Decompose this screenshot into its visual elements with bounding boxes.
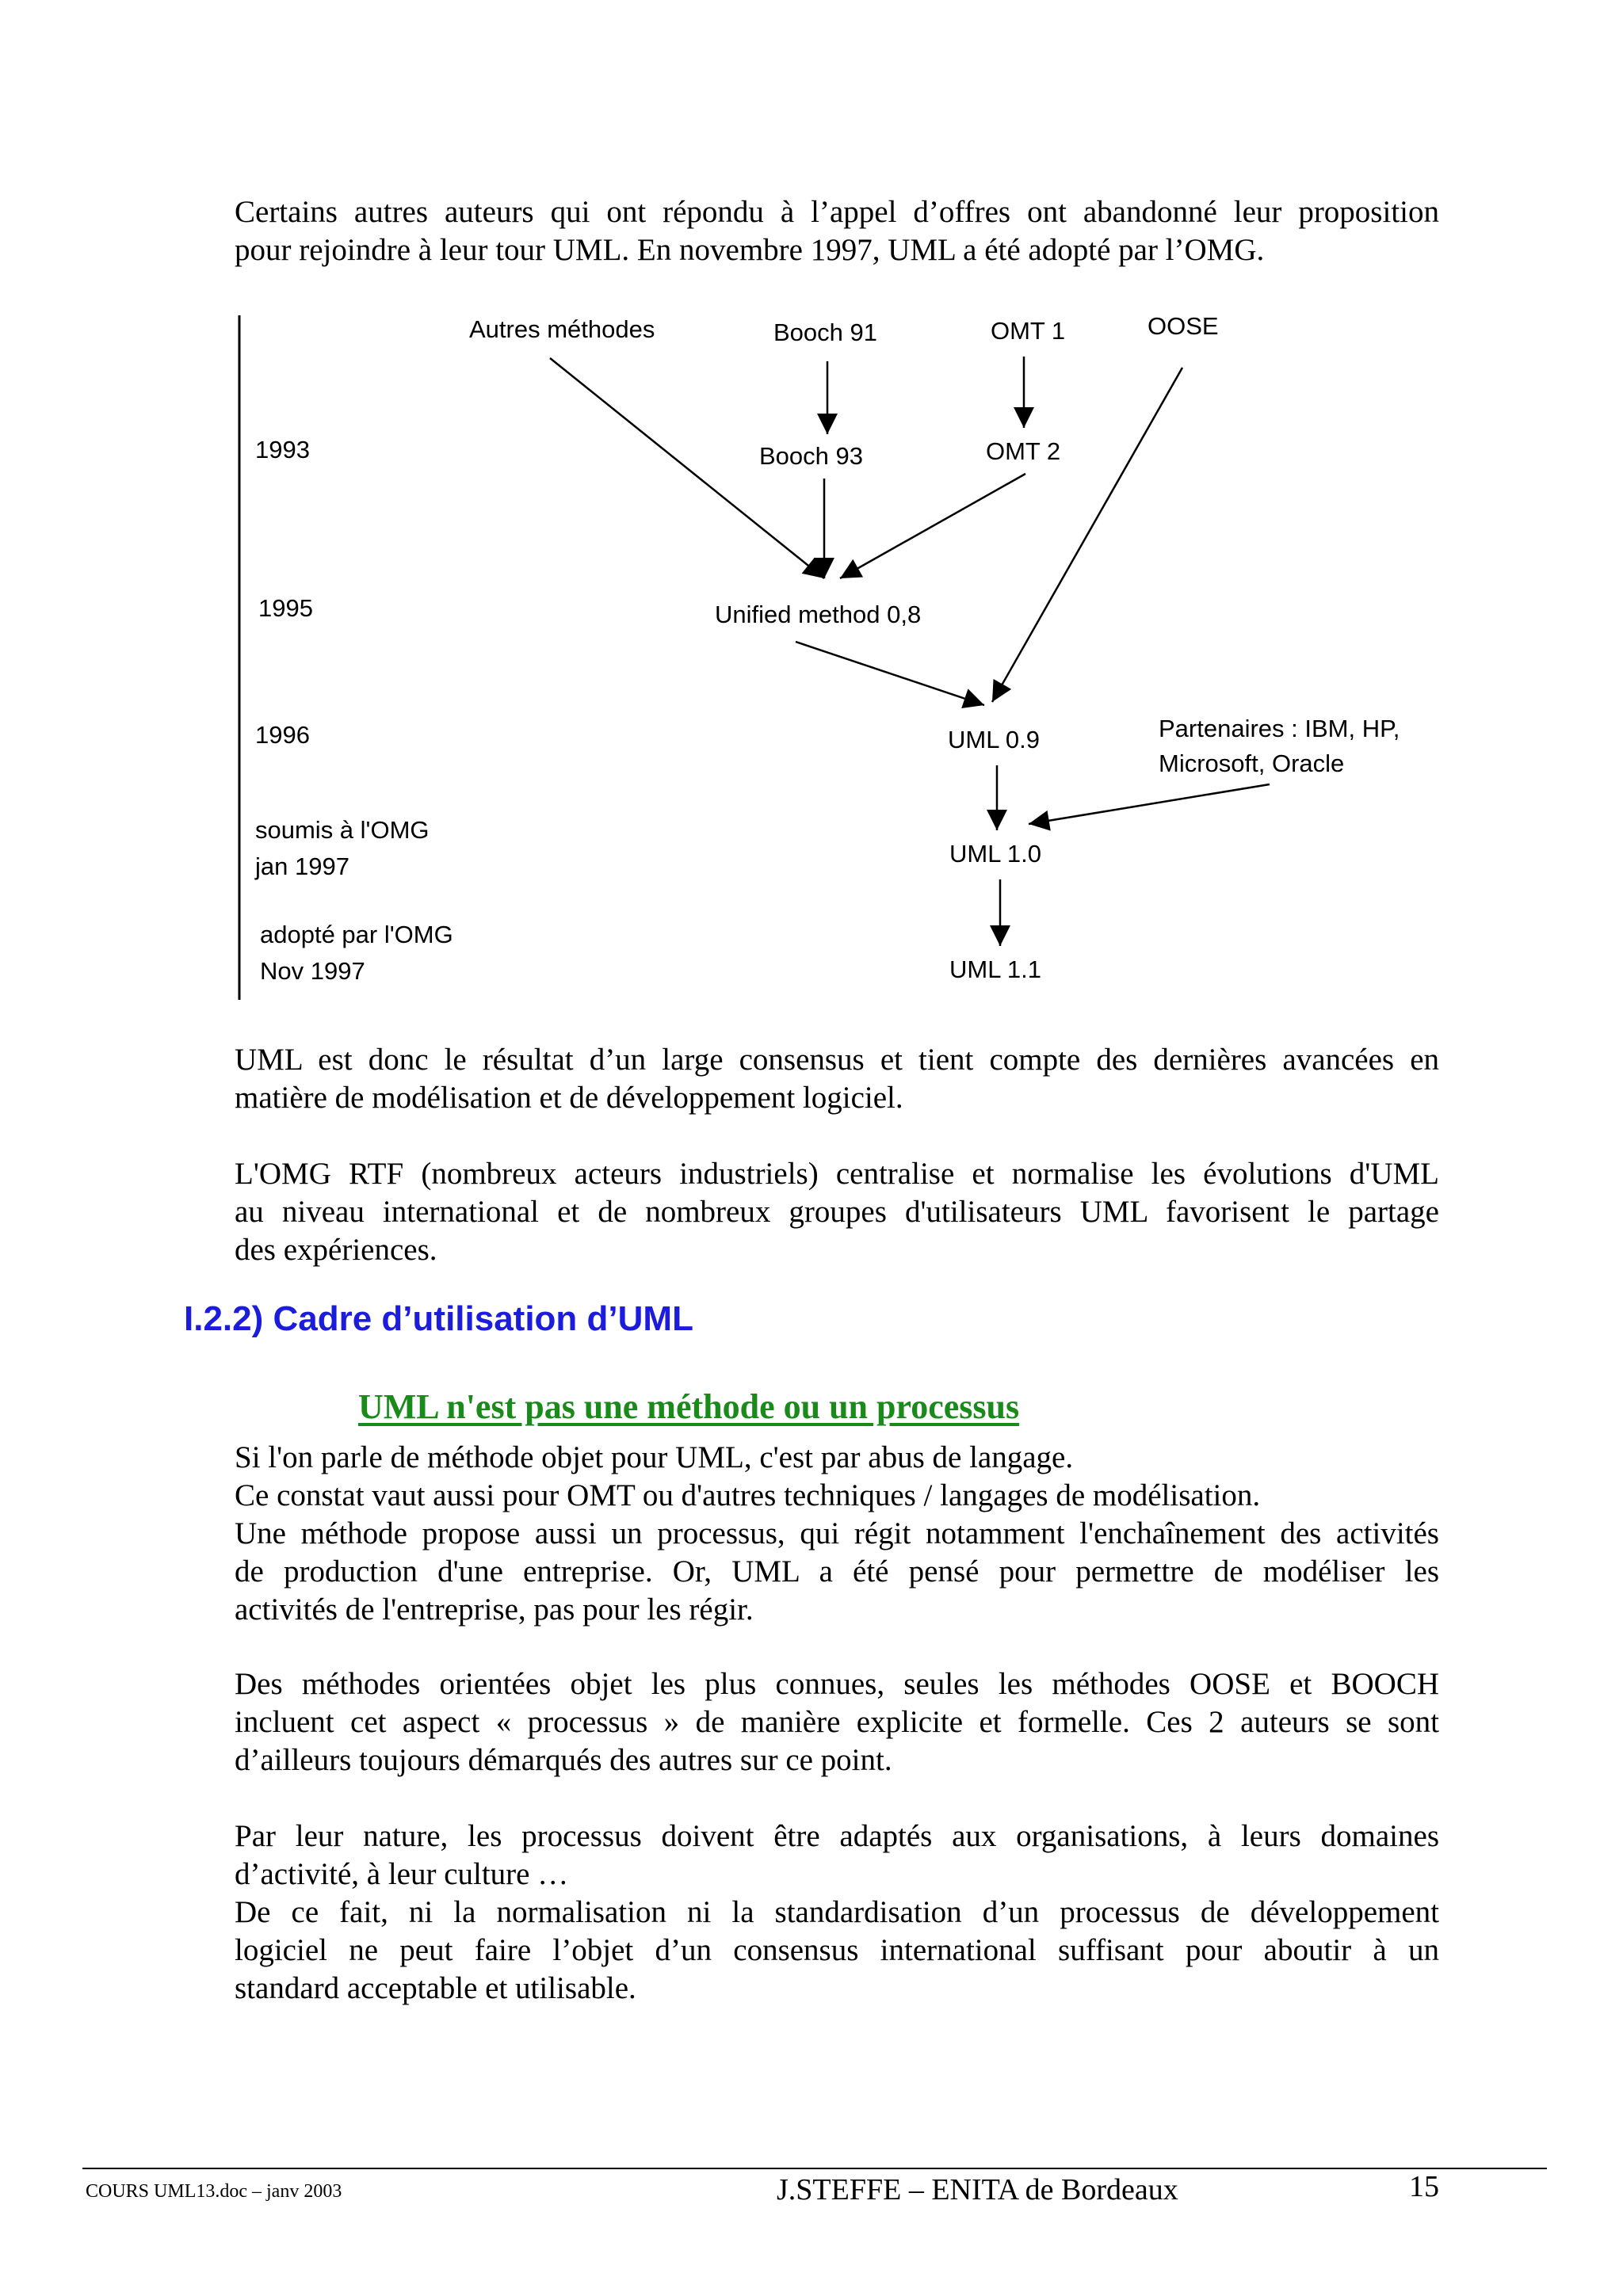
uml-history-diagram: [0, 301, 1623, 1014]
node-uml-1-1: UML 1.1: [949, 955, 1042, 983]
node-partners-2: Microsoft, Oracle: [1159, 749, 1345, 777]
method-line-1: Si l'on parle de méthode objet pour UML, c'est par abus de langage.: [235, 1440, 1074, 1474]
timeline-adopted-1: adopté par l'OMG: [260, 921, 453, 948]
footer-author: J.STEFFE – ENITA de Bordeaux: [777, 2173, 1178, 2206]
node-omt-1: OMT 1: [991, 317, 1066, 345]
footer-rule: [82, 2168, 1547, 2169]
oose-line-2: incluent cet aspect « processus » de manière explicite et formelle. Ces 2 auteurs se sont: [235, 1705, 1439, 1739]
arrow-omt2-unified: [840, 474, 1025, 578]
node-booch-93: Booch 93: [759, 442, 863, 470]
oose-line-1: Des méthodes orientées objet les plus connues, seules les méthodes OOSE et BOOCH: [235, 1667, 1439, 1701]
arrow-oose-uml09: [992, 368, 1182, 702]
consensus-paragraph: [235, 1041, 1439, 1117]
intro-paragraph: [235, 193, 1439, 269]
nature-paragraph: [235, 1817, 1439, 2008]
method-paragraph: [235, 1439, 1439, 1629]
intro-line-2: pour rejoindre à leur tour UML. En novembre 1997, UML a été adopté par l’OMG.: [235, 233, 1265, 267]
timeline-adopted-2: Nov 1997: [260, 957, 365, 985]
timeline-submitted-2: jan 1997: [255, 852, 349, 880]
nature-line-3: De ce fait, ni la normalisation ni la standardisation d’un processus de développement: [235, 1895, 1439, 1929]
method-line-4: de production d'une entreprise. Or, UML a été pensé pour permettre de modéliser les: [235, 1554, 1439, 1589]
intro-line-1: Certains autres auteurs qui ont répondu à l’appel d’offres ont abandonné leur proposition: [235, 195, 1439, 229]
footer-page-number: 15: [1409, 2170, 1439, 2203]
consensus-line-2: matière de modélisation et de développement logiciel.: [235, 1081, 903, 1115]
section-heading: I.2.2) Cadre d’utilisation d’UML: [184, 1299, 693, 1338]
node-partners-1: Partenaires : IBM, HP,: [1159, 715, 1400, 742]
oose-line-3: d’ailleurs toujours démarqués des autres sur ce point.: [235, 1743, 892, 1777]
arrow-unified-uml09: [796, 642, 984, 705]
rtf-line-2: au niveau international et de nombreux groupes d'utilisateurs UML favorisent le partage: [235, 1195, 1439, 1229]
node-autres-methodes: Autres méthodes: [469, 315, 655, 343]
node-oose: OOSE: [1148, 312, 1219, 340]
method-line-2: Ce constat vaut aussi pour OMT ou d'autres techniques / langages de modélisation.: [235, 1478, 1261, 1512]
consensus-line-1: UML est donc le résultat d’un large consensus et tient compte des dernières avancées en: [235, 1043, 1439, 1077]
arrow-partners-uml10: [1029, 784, 1270, 824]
rtf-line-3: des expériences.: [235, 1233, 437, 1267]
rtf-paragraph: [235, 1155, 1439, 1269]
nature-line-5: standard acceptable et utilisable.: [235, 1971, 636, 2005]
nature-line-4: logiciel ne peut faire l’objet d’un consensus international suffisant pour aboutir à un: [235, 1933, 1439, 1967]
timeline-submitted-1: soumis à l'OMG: [255, 816, 430, 844]
node-uml-0-9: UML 0.9: [948, 726, 1041, 753]
method-line-5: activités de l'entreprise, pas pour les régir.: [235, 1592, 754, 1627]
node-uml-1-0: UML 1.0: [949, 840, 1042, 868]
method-line-3: Une méthode propose aussi un processus, qui régit notamment l'enchaînement des activités: [235, 1516, 1439, 1550]
nature-line-2: d’activité, à leur culture …: [235, 1857, 569, 1891]
node-booch-91: Booch 91: [773, 318, 877, 346]
subsection-heading: UML n'est pas une méthode ou un processus: [358, 1387, 1020, 1426]
oose-paragraph: [235, 1665, 1439, 1779]
rtf-line-1: L'OMG RTF (nombreux acteurs industriels) centralise et normalise les évolutions d'UML: [235, 1157, 1439, 1191]
node-omt-2: OMT 2: [986, 437, 1061, 465]
nature-line-1: Par leur nature, les processus doivent être adaptés aux organisations, à leurs domaines: [235, 1819, 1439, 1853]
node-unified-method: Unified method 0,8: [715, 601, 922, 628]
timeline-1995: 1995: [258, 594, 313, 622]
footer-filename: COURS UML13.doc – janv 2003: [86, 2181, 342, 2202]
timeline-1996: 1996: [255, 721, 310, 749]
timeline-1993: 1993: [255, 436, 310, 463]
